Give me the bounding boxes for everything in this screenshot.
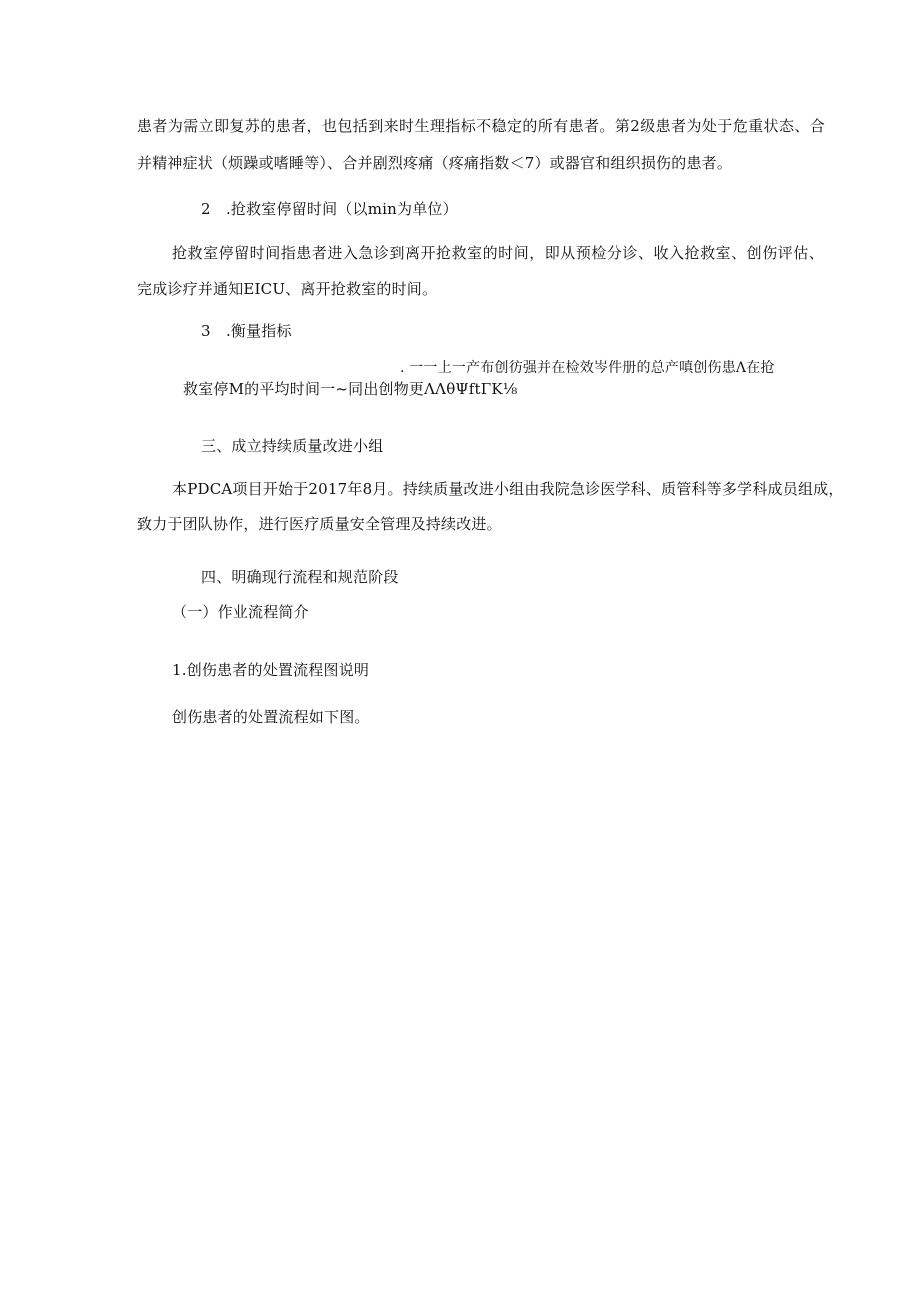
part4-item1-text: 创伤患者的处置流程如下图。 [172, 708, 370, 726]
part4-subheading: （一）作业流程简介 [172, 603, 309, 621]
section2-line1: 抢救室停留时间指患者进入急诊到离开抢救室的时间，即从预检分诊、收入抢救室、创伤评估、 [172, 244, 824, 262]
para1-line1: 患者为需立即复苏的患者，也包括到来时生理指标不稳定的所有患者。第2级患者为处于危重状态、合 [137, 117, 825, 135]
part3-line2: 致力于团队协作，进行医疗质量安全管理及持续改进。 [137, 515, 502, 533]
part4-item1: 1.创伤患者的处置流程图说明 [172, 661, 370, 679]
part3-heading: 三、成立持续质量改进小组 [201, 437, 384, 455]
section2-line2: 完成诊疗并通知EICU、离开抢救室的时间。 [137, 280, 438, 298]
part4-heading: 四、明确现行流程和规范阶段 [201, 568, 399, 586]
section3-garbled-bottom: 救室停M的平均时间一~同出创物更ΛΛθΨftΓK⅛ [183, 380, 518, 398]
section3-garbled-top: . 一一上一产布创彷强并在检效岑件册的总产嗔创伤患Λ在抢 [400, 360, 775, 376]
part3-line1: 本PDCA项目开始于2017年8月。持续质量改进小组由我院急诊医学科、质管科等多学科成员组成， [172, 480, 844, 498]
section3-heading: 3 .衡量指标 [201, 322, 292, 340]
para1-line2: 并精神症状（烦躁或嗜睡等）、合并剧烈疼痛（疼痛指数＜7）或器官和组织损伤的患者。 [137, 154, 733, 172]
section2-heading: 2 .抢救室停留时间（以min为单位） [201, 200, 458, 218]
